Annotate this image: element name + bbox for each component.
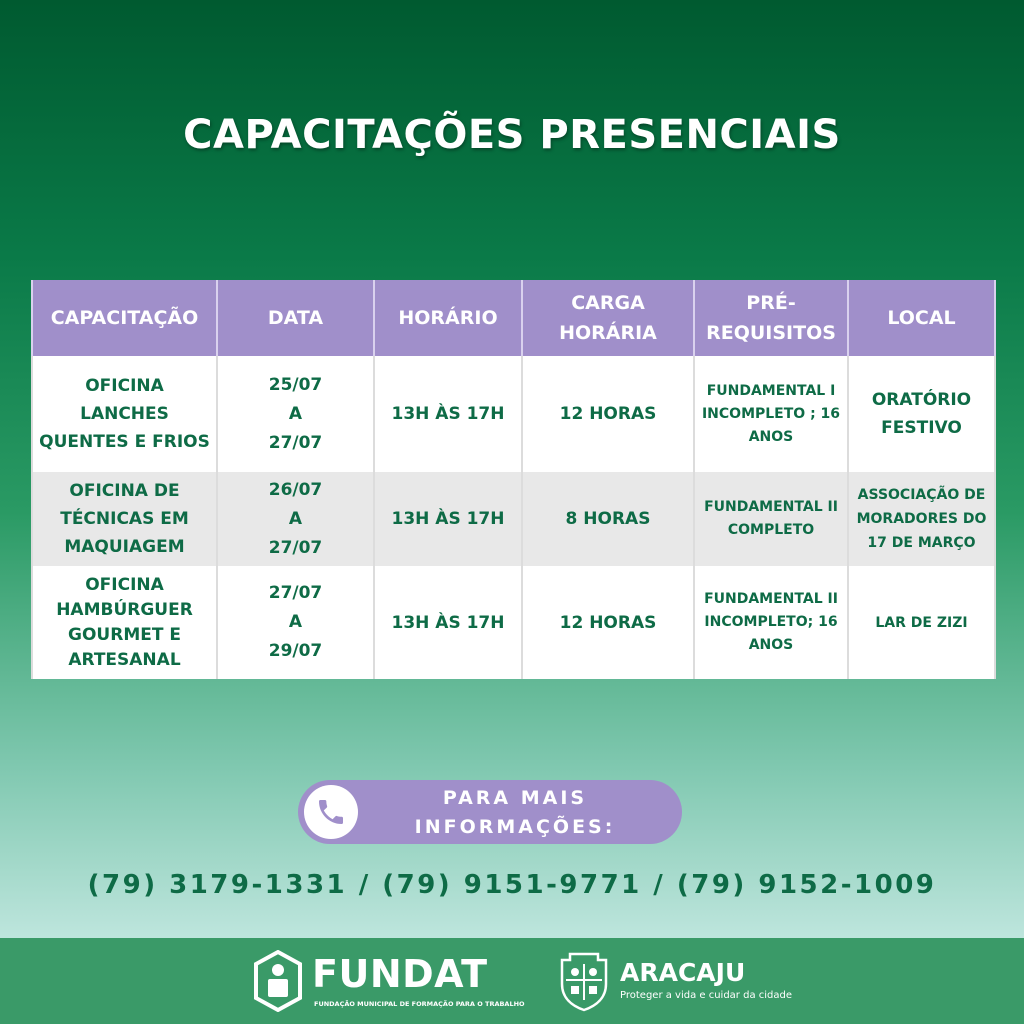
cell-date [217, 566, 374, 679]
course-line: TÉCNICAS EM [60, 509, 189, 529]
aracaju-coat-of-arms-icon [556, 950, 612, 1012]
course-line: OFICINA [85, 376, 164, 396]
cell-load: 12 HORAS [522, 566, 694, 679]
course-line: ARTESANAL [68, 649, 181, 670]
cell-requirements [694, 566, 848, 679]
cell-requirements [694, 472, 848, 566]
req-line: COMPLETO [727, 522, 815, 538]
fundat-logo [252, 950, 525, 1014]
location-line: MORADORES DO [856, 511, 987, 527]
phone-icon [304, 785, 358, 839]
aracaju-logo [556, 950, 793, 1014]
req-line: FUNDAMENTAL I [706, 382, 836, 399]
table-row [32, 472, 995, 566]
header-load [522, 280, 694, 356]
table-row [32, 356, 995, 472]
cell-location [848, 566, 995, 679]
date-start: 26/07 [268, 479, 323, 500]
aracaju-name: ARACAJU [620, 958, 746, 987]
fundat-name: FUNDAT [312, 952, 488, 996]
course-line: LANCHES [80, 404, 169, 424]
cell-load: 8 HORAS [522, 472, 694, 566]
cell-requirements [694, 356, 848, 472]
header-req-line1: PRÉ- [746, 292, 796, 314]
cell-course [32, 566, 217, 679]
req-line: FUNDAMENTAL II [704, 591, 838, 607]
location-line: ORATÓRIO [871, 390, 972, 410]
header-time: HORÁRIO [374, 280, 522, 356]
course-line: GOURMET E [68, 624, 181, 645]
header-load-line2: HORÁRIA [559, 322, 657, 344]
info-line2: INFORMAÇÕES: [414, 816, 616, 838]
cell-load: 12 HORAS [522, 356, 694, 472]
header-course: CAPACITAÇÃO [32, 280, 217, 356]
table-row [32, 566, 995, 679]
cell-location [848, 356, 995, 472]
course-line: OFICINA DE [69, 481, 180, 501]
date-end: 27/07 [268, 537, 323, 558]
info-line1: PARA MAIS [442, 787, 588, 809]
location-line: ASSOCIAÇÃO DE [857, 487, 986, 503]
phone-numbers: (79) 3179-1331 / (79) 9151-9771 / (79) 9152-1009 [87, 870, 937, 900]
req-line: INCOMPLETO; 16 [704, 614, 838, 630]
aracaju-tagline: Proteger a vida e cuidar da cidade [620, 990, 793, 1001]
course-line: MAQUIAGEM [64, 537, 185, 557]
cell-course [32, 472, 217, 566]
location-line: 17 DE MARÇO [867, 535, 976, 551]
location-line: FESTIVO [881, 418, 962, 438]
date-end: 27/07 [268, 432, 323, 453]
courses-table [31, 280, 996, 679]
header-location: LOCAL [848, 280, 995, 356]
header-req-line2: REQUISITOS [706, 322, 836, 344]
fundat-subtitle: FUNDAÇÃO MUNICIPAL DE FORMAÇÃO PARA O TRABALHO [314, 1000, 525, 1008]
req-line: ANOS [748, 637, 794, 653]
date-sep: A [288, 403, 303, 424]
cell-time: 13H ÀS 17H [374, 566, 522, 679]
header-date: DATA [217, 280, 374, 356]
req-line: ANOS [748, 428, 794, 445]
header-load-line1: CARGA [571, 292, 645, 314]
cell-date [217, 356, 374, 472]
cell-time: 13H ÀS 17H [374, 472, 522, 566]
fundat-icon [252, 950, 304, 1012]
header-requirements [694, 280, 848, 356]
page-title: CAPACITAÇÕES PRESENCIAIS [183, 112, 841, 158]
req-line: FUNDAMENTAL II [704, 499, 838, 515]
req-line: INCOMPLETO ; 16 [701, 405, 841, 422]
course-line: HAMBÚRGUER [56, 599, 193, 620]
table-header-row [32, 280, 995, 356]
course-line: OFICINA [85, 574, 164, 595]
course-line: QUENTES E FRIOS [39, 432, 210, 452]
cell-location [848, 472, 995, 566]
date-sep: A [288, 508, 303, 529]
more-info-label [368, 784, 662, 842]
date-end: 29/07 [268, 641, 323, 661]
footer [0, 938, 1024, 1024]
more-info-button[interactable] [298, 780, 682, 844]
location-line: LAR DE ZIZI [875, 614, 968, 631]
date-start: 27/07 [268, 583, 323, 603]
cell-time: 13H ÀS 17H [374, 356, 522, 472]
cell-date [217, 472, 374, 566]
date-sep: A [288, 612, 303, 632]
cell-course [32, 356, 217, 472]
date-start: 25/07 [268, 374, 323, 395]
